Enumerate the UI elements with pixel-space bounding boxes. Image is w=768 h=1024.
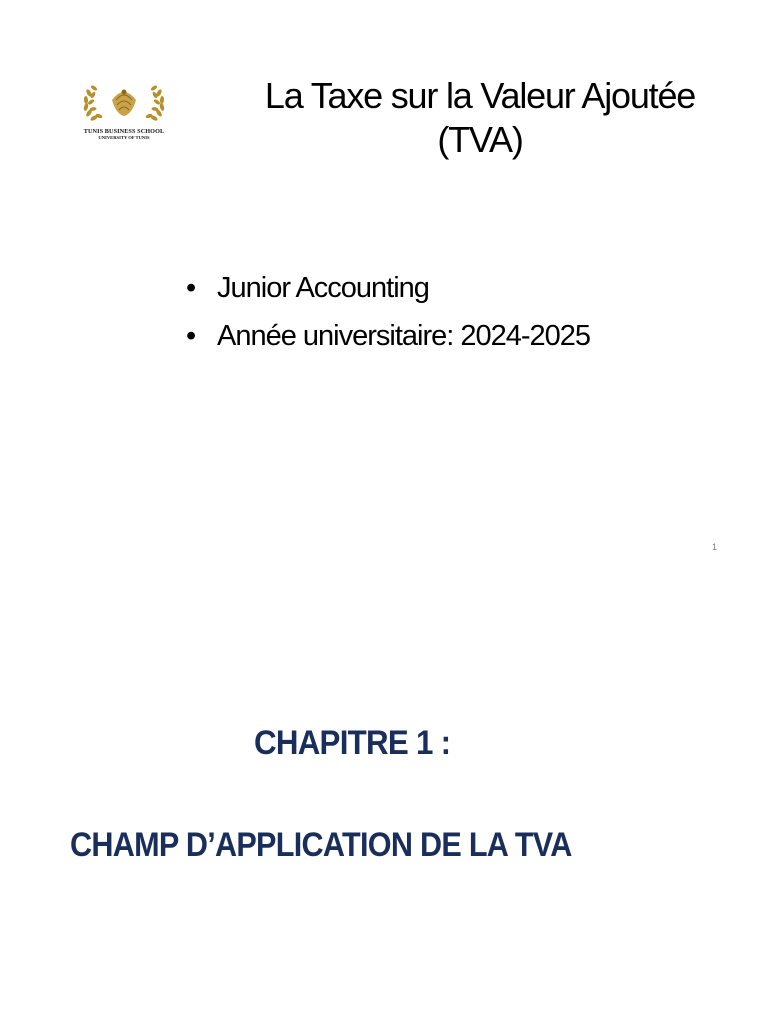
page-number: 1 — [712, 542, 718, 552]
bullet-dot: • — [186, 272, 196, 304]
bullet-item — [186, 264, 590, 312]
tunis-business-school-logo — [72, 80, 176, 144]
laurel-emblem-icon — [72, 80, 176, 128]
bullet-item — [186, 312, 590, 360]
bullet-text-course: Junior Accounting — [217, 272, 429, 304]
slide-title — [200, 74, 760, 162]
slide-title-line-1: La Taxe sur la Valeur Ajoutée — [264, 75, 696, 116]
slide-title-line-2: (TVA) — [437, 119, 523, 160]
chapter-title: CHAMP D’APPLICATION DE LA TVA — [70, 826, 572, 864]
bullet-list — [186, 264, 590, 360]
bullet-dot: • — [186, 320, 196, 352]
slide-2 — [0, 576, 768, 1024]
logo-school-name: TUNIS BUSINESS SCHOOL — [83, 128, 165, 135]
logo-university-name: UNIVERSITY OF TUNIS — [98, 135, 150, 140]
chapter-label: CHAPITRE 1 : — [254, 724, 451, 762]
bullet-text-academic-year: Année universitaire: 2024-2025 — [217, 320, 591, 352]
